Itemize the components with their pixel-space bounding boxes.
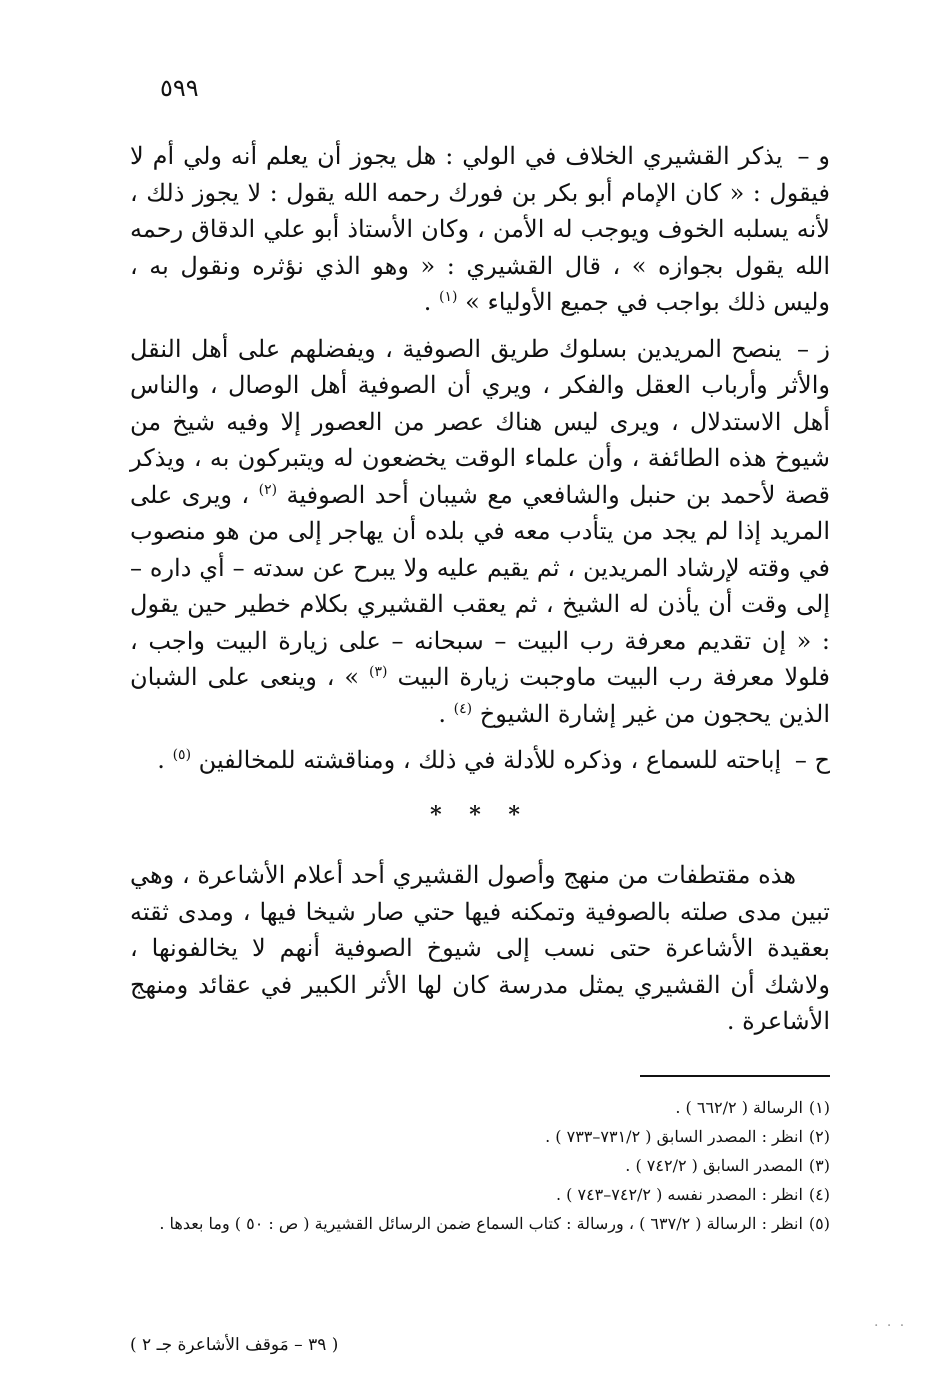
item-text-continued: ، ويرى على المريد إذا لم يجد من يتأدب معه في بلده أن يهاجر إلى من هو منصوب في وقته لإرشاد المريدين ، ثم يقيم عليه ولا يبرح عن سدته – أي داره – إلى وقت أن يأذن له الشيخ ، ثم يعقب القشيري بكلام خطير حين يقول : « إن تقديم معرفة رب البيت – سبحانه – على زيارة البيت واجب ، فلولا معرفة رب البيت ماوجبت زيارة البيت xyxy=(130,480,830,691)
footnote-divider xyxy=(640,1075,830,1077)
footnote-ref: (١) xyxy=(439,289,458,305)
footnote-text: انظر : المصدر السابق ( ٧٣١/٢–٧٣٣ ) . xyxy=(545,1127,803,1146)
footnote-2 xyxy=(130,1122,830,1151)
footnote-text: انظر : المصدر نفسه ( ٧٤٢/٢–٧٤٣ ) . xyxy=(555,1185,803,1204)
scan-mark: · · · xyxy=(874,1318,907,1334)
item-end: . xyxy=(157,746,173,774)
footnote-number: (٣) xyxy=(808,1156,830,1175)
main-text xyxy=(130,138,830,1050)
footnote-number: (١) xyxy=(808,1098,830,1117)
footnote-number: (٥) xyxy=(808,1214,830,1233)
footnote-text: الرسالة ( ٦٦٢/٢ ) . xyxy=(675,1098,803,1117)
section-separator: * * * xyxy=(430,801,530,828)
item-marker: ح – xyxy=(794,746,830,774)
footnote-5 xyxy=(130,1209,830,1238)
item-text-continued: » ، وينعى على الشبان الذين يحجون من غير إشارة الشيوخ xyxy=(130,663,830,728)
item-zay xyxy=(130,331,830,733)
footnote-text: انظر : الرسالة ( ٦٣٧/٢ ) ، ورسالة : كتاب السماع ضمن الرسائل القشيرية ( ص : ٥٠ ) وما بعدها . xyxy=(159,1214,803,1233)
footnote-text: المصدر السابق ( ٧٤٢/٢ ) . xyxy=(625,1156,803,1175)
item-text: يذكر القشيري الخلاف في الولي : هل يجوز أن يعلم أنه ولي أم لا فيقول : « كان الإمام أبو بكر بن فورك رحمه الله يقول : لا يجوز ذلك ، لأنه يسلبه الخوف ويوجب له الأمن ، وكان الأستاذ أبو علي الدقاق رحمه الله يقول بجوازه » ، قال القشيري : « وهو الذي نؤثره ونقول به ، وليس ذلك بواجب في جميع الأولياء » xyxy=(130,142,830,316)
closing-paragraph: هذه مقتطفات من منهج وأصول القشيري أحد أعلام الأشاعرة ، وهي تبين مدى صلته بالصوفية وتمكنه فيها حتي صار شيخا فيها ، ومدى ثقته بعقيدة الأشاعرة حتى نسب إلى شيوخ الصوفية أنهم لا يخالفونها ، ولاشك أن القشيري يمثل مدرسة كان لها الأثر الكبير في عقائد ومنهج الأشاعرة . xyxy=(130,861,830,1035)
page-number: ٥٩٩ xyxy=(160,74,199,102)
footnote-1 xyxy=(130,1093,830,1122)
item-end: . xyxy=(438,699,454,728)
footnote-ref: (٤) xyxy=(453,700,473,717)
item-end: . xyxy=(423,288,440,316)
item-text: ينصح المريدين بسلوك طريق الصوفية ، ويفضلهم على أهل النقل والأثر وأرباب العقل والفكر ، ويري أن الصوفية أهل الوصال ، والناس أهل الاستدلال ، ويرى ليس هناك عصر من العصور إلا وفيه شيخ من شيوخ هذه الطائفة ، وأن علماء الوقت يخضعون له ويتبركون به ، ويذكر قصة لأحمد بن حنبل والشافعي مع شيبان أحد الصوفية xyxy=(130,334,830,509)
footnote-3 xyxy=(130,1151,830,1180)
page-footer: ( ٣٩ – مَوقف الأشاعرة جـ ٢ ) xyxy=(130,1335,339,1355)
item-ha xyxy=(130,742,830,779)
item-marker: و – xyxy=(797,142,831,170)
footnote-number: (٢) xyxy=(808,1127,830,1146)
footnote-number: (٤) xyxy=(808,1185,830,1204)
item-text: إباحته للسماع ، وذكره للأدلة في ذلك ، ومناقشته للمخالفين xyxy=(198,746,782,774)
footnote-ref: (٢) xyxy=(258,481,278,498)
item-waw xyxy=(130,138,830,321)
footnotes xyxy=(130,1093,830,1238)
footnote-ref: (٣) xyxy=(369,664,388,680)
footnote-ref: (٥) xyxy=(172,747,192,763)
item-marker: ز – xyxy=(797,334,831,363)
footnote-4 xyxy=(130,1180,830,1209)
